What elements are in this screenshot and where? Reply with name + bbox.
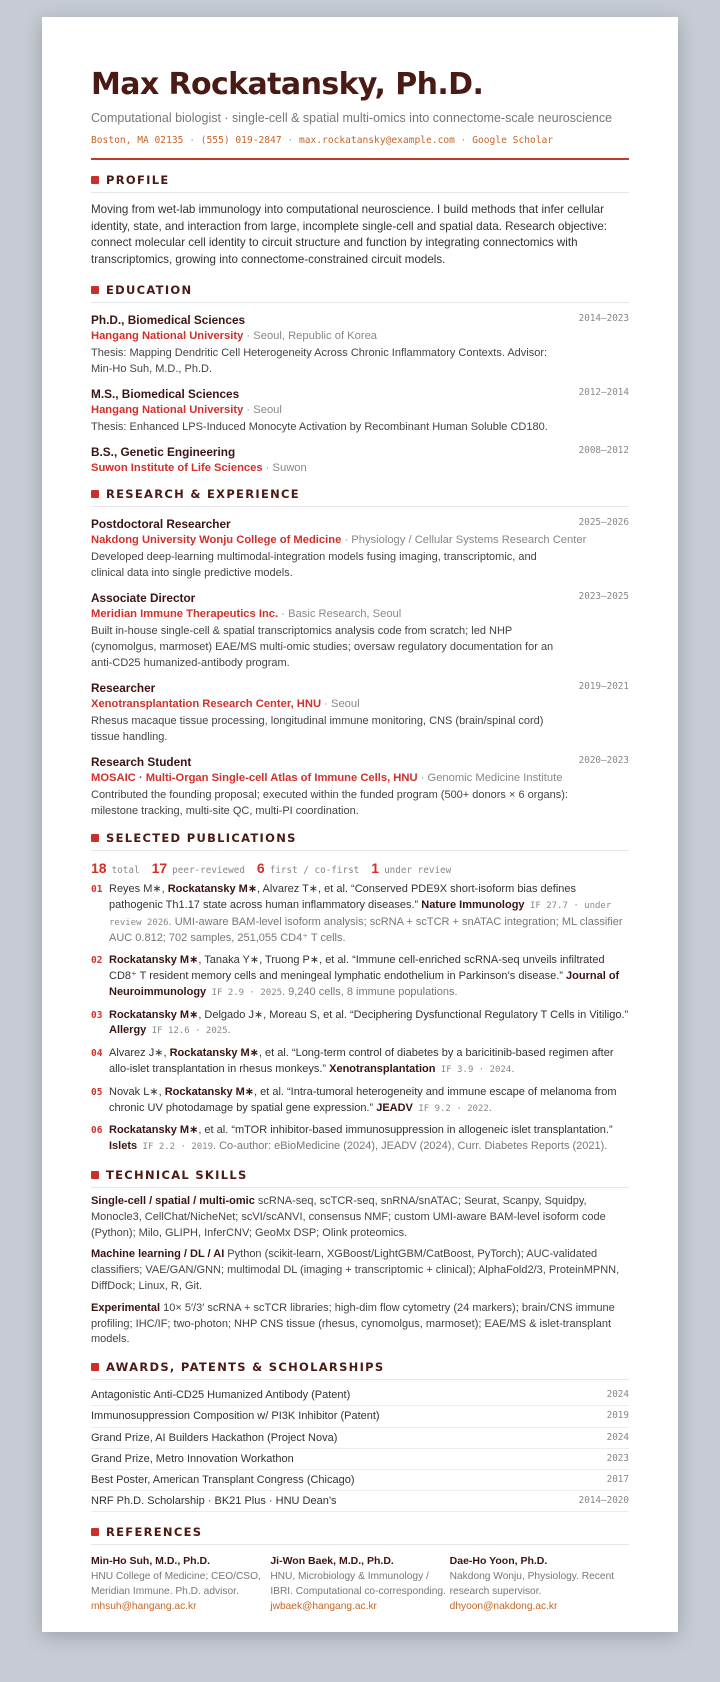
reference-email[interactable]: dhyoon@nakdong.ac.kr bbox=[449, 1601, 558, 1613]
section-bullet-icon bbox=[91, 286, 99, 294]
publication-item bbox=[91, 1085, 629, 1118]
pub-author-self: Rockatansky M∗ bbox=[167, 883, 258, 895]
publication-item bbox=[91, 882, 629, 947]
award-year: 2017 bbox=[606, 1473, 629, 1485]
award-year: 2023 bbox=[606, 1452, 629, 1464]
pub-stat-label: first / co-first bbox=[269, 865, 360, 876]
research-list bbox=[91, 516, 629, 819]
pub-note: . 9,240 cells, 8 immune populations. bbox=[282, 985, 458, 998]
publication-citation bbox=[109, 1123, 629, 1156]
contact-email[interactable]: max.rockatansky@example.com bbox=[298, 135, 455, 146]
award-name: Grand Prize, Metro Innovation Workathon bbox=[91, 1452, 294, 1465]
entry-title: Postdoctoral Researcher bbox=[91, 517, 231, 531]
skill-detail: 10× 5′/3′ scRNA + scTCR libraries; high-dim flow cytometry (24 markers); brain/CNS immune profiling; IHC/IF; two-photon; NHP CNS tissue (rhesus, cynomolgus, marmoset); EAE/MS & islet-transplant models. bbox=[91, 1301, 615, 1346]
award-row bbox=[91, 1385, 629, 1406]
section-header-publications bbox=[91, 831, 629, 851]
entry-date: 2008–2012 bbox=[578, 445, 629, 456]
entry-location: Genomic Medicine Institute bbox=[427, 772, 563, 784]
section-bullet-icon bbox=[91, 176, 99, 184]
entry-org-line bbox=[91, 460, 629, 476]
contact-phone[interactable]: (555) 019-2847 bbox=[200, 135, 282, 146]
publication-item bbox=[91, 1046, 629, 1079]
entry-organization: Hangang National University bbox=[91, 404, 244, 416]
section-header-skills bbox=[91, 1168, 629, 1188]
reference-name: Min-Ho Suh, M.D., Ph.D. bbox=[91, 1555, 210, 1568]
publication-citation bbox=[109, 953, 629, 1001]
entry-org-line bbox=[91, 770, 629, 786]
pub-stat-label: peer-reviewed bbox=[172, 865, 245, 876]
pub-authors-title: , Alvarez T∗, et al. “Conserved PDE9X short-isoform bias defines pathogenic Th1.17 state across human inflammatory diseases.” bbox=[109, 883, 577, 911]
entry-organization: Meridian Immune Therapeutics Inc. bbox=[91, 608, 279, 620]
entry-organization: Suwon Institute of Life Sciences bbox=[91, 462, 263, 474]
pub-note: . bbox=[227, 1024, 231, 1037]
resume-name: Max Rockatansky, Ph.D. bbox=[91, 67, 484, 102]
award-list bbox=[91, 1385, 629, 1512]
entry-location: Seoul bbox=[330, 698, 360, 710]
skill-category: Experimental bbox=[91, 1301, 161, 1314]
award-year: 2024 bbox=[606, 1431, 629, 1443]
entry-location: Physiology / Cellular Systems Research Center bbox=[351, 534, 587, 546]
section-title: EDUCATION bbox=[106, 283, 193, 297]
experience-entry bbox=[91, 680, 629, 745]
entry-separator: · bbox=[321, 698, 331, 710]
pub-note: . bbox=[511, 1062, 515, 1075]
award-year: 2019 bbox=[606, 1410, 629, 1422]
entry-organization: MOSAIC · Multi-Organ Single-cell Atlas of Immune Cells, HNU bbox=[91, 772, 418, 784]
pub-authors-title: , et al. “Intra-tumoral heterogeneity and immune escape of melanoma from chronic UV photodamage by spatial gene expression.” bbox=[109, 1085, 617, 1114]
pub-journal: Nature Immunology bbox=[421, 898, 525, 911]
entry-organization: Hangang National University bbox=[91, 330, 244, 342]
pub-note: . Co-author: eBioMedicine (2024), JEADV (2024), Curr. Diabetes Reports (2021). bbox=[213, 1140, 608, 1153]
award-row bbox=[91, 1428, 629, 1449]
experience-entry bbox=[91, 516, 629, 581]
entry-title: B.S., Genetic Engineering bbox=[91, 445, 236, 459]
publication-item bbox=[91, 1123, 629, 1156]
entry-date: 2012–2014 bbox=[578, 387, 629, 398]
education-entry bbox=[91, 444, 629, 476]
entry-description: Rhesus macaque tissue processing, longitudinal immune monitoring, CNS (brain/spinal cord) tissue handling. bbox=[91, 715, 544, 743]
experience-entry bbox=[91, 754, 629, 819]
pub-stat-number: 6 bbox=[256, 860, 265, 876]
entry-separator: · bbox=[243, 330, 254, 342]
entry-location: Seoul, Republic of Korea bbox=[253, 330, 378, 342]
pub-author-self: Rockatansky M∗ bbox=[169, 1047, 259, 1060]
reference-name: Ji-Won Baek, M.D., Ph.D. bbox=[270, 1555, 394, 1568]
award-row bbox=[91, 1406, 629, 1427]
pub-authors-pre: Reyes M∗, bbox=[109, 883, 168, 895]
section-header-research bbox=[91, 487, 629, 507]
section-header-references bbox=[91, 1525, 629, 1545]
contact-scholar-link[interactable]: Google Scholar bbox=[472, 135, 554, 146]
publication-citation bbox=[109, 882, 629, 947]
reference-affiliation: HNU, Microbiology & Immunology / IBRI. Computational co-corresponding. bbox=[270, 1571, 446, 1598]
pub-note: . UMI-aware BAM-level isoform analysis; scRNA + scTCR + snATAC integration; ML classifier AUC 0.812; 702 samples, 251,055 CD4⁺ T cells. bbox=[109, 915, 623, 945]
pub-authors-title: , Tanaka Y∗, Truong P∗, et al. “Immune cell-enriched scRNA-seq unveils infiltrated CD8⁺ T resident memory cells and meningeal lymphatic endothelium in Parkinson’s disease.” bbox=[109, 954, 605, 982]
pub-journal: Islets bbox=[109, 1140, 138, 1153]
pub-journal: Journal of Neuroimmunology bbox=[109, 969, 620, 998]
entry-separator: · bbox=[262, 462, 273, 474]
section-bullet-icon bbox=[91, 834, 99, 842]
section-title: TECHNICAL SKILLS bbox=[106, 1167, 248, 1182]
section-bullet-icon bbox=[91, 1528, 99, 1536]
entry-separator: · bbox=[243, 404, 254, 416]
skill-category: Machine learning / DL / AI bbox=[91, 1248, 225, 1261]
reference-card bbox=[270, 1554, 449, 1614]
profile-text: Moving from wet-lab immunology into computational neuroscience. I build methods that infer cellular identity, state, and interaction from large, incomplete single-cell and spatial data. Research objective: connect molecular cell identity to circuit structure and function by integrating connectomics with transcriptomics, growing into connectome-constrained circuit models. bbox=[91, 203, 607, 266]
reference-card bbox=[450, 1554, 629, 1614]
award-name: Best Poster, American Transplant Congress (Chicago) bbox=[91, 1473, 355, 1486]
pub-impact-year: IF 2.2 · 2019 bbox=[137, 1142, 213, 1153]
pub-author-self: Rockatansky M∗ bbox=[109, 1124, 199, 1137]
entry-date: 2023–2025 bbox=[578, 591, 629, 602]
section-title: REFERENCES bbox=[106, 1525, 203, 1540]
publication-list bbox=[91, 882, 629, 1156]
skill-list bbox=[91, 1194, 629, 1348]
entry-organization: Xenotransplantation Research Center, HNU bbox=[91, 698, 322, 710]
pub-journal: Allergy bbox=[109, 1024, 147, 1037]
entry-separator: · bbox=[341, 534, 352, 546]
entry-date: 2014–2023 bbox=[578, 313, 629, 324]
pub-stat-number: 18 bbox=[91, 860, 107, 876]
reference-email[interactable]: mhsuh@hangang.ac.kr bbox=[91, 1601, 197, 1613]
education-entry bbox=[91, 386, 629, 435]
entry-title: Ph.D., Biomedical Sciences bbox=[91, 313, 246, 327]
skill-detail: Python (scikit-learn, XGBoost/LightGBM/CatBoost, PyTorch); AUC-validated classifiers; VAE/GAN/GNN; multimodal DL (imaging + transcriptomic + clinical); AlphaFold2/3, ProteinMPNN, DiffDock; Linux, R, Git. bbox=[91, 1248, 620, 1292]
skill-item bbox=[91, 1301, 629, 1348]
pub-authors-pre: Novak L∗, bbox=[109, 1085, 165, 1098]
pub-impact-year: IF 12.6 · 2025 bbox=[146, 1026, 228, 1037]
experience-entry bbox=[91, 590, 629, 671]
section-title: SELECTED PUBLICATIONS bbox=[106, 831, 297, 845]
resume-tagline: Computational biologist · single-cell & spatial multi-omics into connectome-scale neuroscience bbox=[91, 111, 613, 125]
section-title: AWARDS, PATENTS & SCHOLARSHIPS bbox=[106, 1360, 385, 1375]
pub-authors-title: , et al. “Long-term control of diabetes by a baricitinib-based regimen after allo-islet transplantation in rhesus monkeys.” bbox=[109, 1047, 614, 1075]
entry-location: Suwon bbox=[272, 462, 307, 474]
reference-affiliation: HNU College of Medicine; CEO/CSO, Meridian Immune. Ph.D. advisor. bbox=[91, 1571, 261, 1598]
entry-date: 2020–2023 bbox=[578, 755, 629, 766]
entry-org-line bbox=[91, 606, 629, 622]
pub-note: . bbox=[488, 1101, 492, 1114]
header-divider bbox=[91, 158, 629, 160]
publication-item bbox=[91, 1008, 629, 1041]
entry-date: 2019–2021 bbox=[578, 681, 629, 692]
contact-address: Boston, MA 02135 bbox=[91, 135, 184, 146]
publication-citation bbox=[109, 1085, 629, 1118]
award-name: Grand Prize, AI Builders Hackathon (Project Nova) bbox=[91, 1431, 338, 1444]
award-name: NRF Ph.D. Scholarship · BK21 Plus · HNU Dean’s bbox=[91, 1495, 337, 1508]
entry-org-line bbox=[91, 532, 629, 548]
entry-description: Contributed the founding proposal; executed within the funded program (500+ donors × 6 organs): milestone tracking, multi-site QC, multi-PI coordination. bbox=[91, 789, 568, 817]
entry-separator: · bbox=[278, 608, 289, 620]
pub-authors-pre: Alvarez J∗, bbox=[109, 1047, 170, 1060]
pub-impact-year: IF 2.9 · 2025 bbox=[206, 987, 283, 998]
publication-number: 05 bbox=[91, 1086, 103, 1098]
resume-page bbox=[42, 17, 678, 1632]
award-year: 2014–2020 bbox=[578, 1495, 629, 1507]
section-header-awards bbox=[91, 1360, 629, 1380]
pub-authors-title: , Delgado J∗, Moreau S, et al. “Deciphering Dysfunctional Regulatory T Cells in Vitiligo.” bbox=[198, 1008, 629, 1021]
contact-line: Boston, MA 02135 · (555) 019-2847 · max.rockatansky@example.com · Google Scholar bbox=[91, 135, 554, 146]
skill-item bbox=[91, 1247, 629, 1294]
entry-org-line bbox=[91, 696, 629, 712]
publication-citation bbox=[109, 1046, 629, 1079]
pub-stat-number: 17 bbox=[151, 860, 168, 876]
award-year: 2024 bbox=[606, 1389, 629, 1401]
reference-name: Dae-Ho Yoon, Ph.D. bbox=[449, 1555, 548, 1568]
section-header-education bbox=[91, 283, 629, 303]
pub-impact-year: IF 3.9 · 2024 bbox=[435, 1064, 512, 1075]
award-row bbox=[91, 1470, 629, 1491]
award-row bbox=[91, 1491, 629, 1512]
section-header-profile bbox=[91, 173, 629, 193]
publication-number: 06 bbox=[91, 1125, 103, 1137]
skill-item bbox=[91, 1194, 629, 1241]
pub-stat-label: under review bbox=[384, 865, 452, 876]
publication-number: 02 bbox=[91, 955, 103, 967]
entry-description: Developed deep-learning multimodal-integration models fusing imaging, transcriptomic, and clinical data into single predictive models. bbox=[91, 551, 537, 579]
entry-organization: Nakdong University Wonju College of Medicine bbox=[91, 534, 342, 546]
reference-affiliation: Nakdong Wonju, Physiology. Recent research supervisor. bbox=[449, 1571, 615, 1598]
pub-journal: JEADV bbox=[376, 1101, 413, 1114]
section-title: PROFILE bbox=[106, 173, 170, 187]
section-title: RESEARCH & EXPERIENCE bbox=[106, 487, 300, 501]
section-bullet-icon bbox=[91, 1171, 99, 1179]
entry-description: Thesis: Mapping Dendritic Cell Heterogeneity Across Chronic Inflammatory Contexts. Advisor: Min-Ho Suh, M.D., Ph.D. bbox=[91, 347, 548, 375]
education-list bbox=[91, 312, 629, 476]
publication-item bbox=[91, 953, 629, 1001]
reference-email[interactable]: jwbaek@hangang.ac.kr bbox=[270, 1601, 377, 1613]
publication-number: 03 bbox=[91, 1009, 103, 1021]
pub-author-self: Rockatansky M∗ bbox=[109, 954, 199, 967]
entry-location: Basic Research, Seoul bbox=[288, 608, 402, 620]
pub-impact-year: IF 27.7 · under review 2026 bbox=[109, 900, 612, 928]
education-entry bbox=[91, 312, 629, 377]
entry-title: Associate Director bbox=[91, 591, 196, 605]
entry-location: Seoul bbox=[253, 404, 282, 416]
pub-impact-year: IF 9.2 · 2022 bbox=[412, 1103, 489, 1114]
entry-title: Research Student bbox=[91, 755, 192, 769]
publication-citation bbox=[109, 1008, 629, 1041]
reference-list bbox=[91, 1554, 629, 1614]
award-row bbox=[91, 1449, 629, 1470]
entry-title: Researcher bbox=[91, 681, 156, 695]
reference-card bbox=[91, 1554, 270, 1614]
entry-description: Built in-house single-cell & spatial transcriptomics analysis code from scratch; led NHP (cynomolgus, marmoset) EAE/MS multi-omic studies; oversaw regulatory documentation for an anti-CD25 humanized-antibody program. bbox=[91, 625, 554, 669]
skill-detail: scRNA-seq, scTCR-seq, snRNA/snATAC; Seurat, Scanpy, Squidpy, Monocle3, CellChat/NicheNet; scVI/scANVI, consensus NMF; custom UMI-aware BAM-level isoform code (Python); Milo, GLIPH, InferCNV; GeoMx DSP; Olink proteomics. bbox=[91, 1194, 606, 1239]
entry-org-line bbox=[91, 328, 629, 344]
pub-author-self: Rockatansky M∗ bbox=[164, 1085, 254, 1098]
section-bullet-icon bbox=[91, 1363, 99, 1371]
award-name: Antagonistic Anti-CD25 Humanized Antibody (Patent) bbox=[91, 1389, 351, 1402]
section-bullet-icon bbox=[91, 490, 99, 498]
entry-separator: · bbox=[417, 772, 428, 784]
entry-title: M.S., Biomedical Sciences bbox=[91, 387, 240, 401]
entry-date: 2025–2026 bbox=[578, 517, 629, 528]
entry-org-line bbox=[91, 402, 629, 418]
pub-journal: Xenotransplantation bbox=[329, 1062, 436, 1075]
publication-number: 01 bbox=[91, 884, 103, 895]
publication-number: 04 bbox=[91, 1048, 103, 1060]
entry-description: Thesis: Enhanced LPS-Induced Monocyte Activation by Recombinant Human Soluble CD180. bbox=[91, 421, 548, 433]
pub-stat-number: 1 bbox=[371, 860, 380, 876]
pub-authors-title: , et al. “mTOR inhibitor-based immunosuppression in allogeneic islet transplantation.” bbox=[198, 1124, 613, 1137]
pub-stat-label: total bbox=[111, 865, 140, 876]
pub-author-self: Rockatansky M∗ bbox=[109, 1008, 199, 1021]
publication-stats bbox=[91, 860, 629, 876]
award-name: Immunosuppression Composition w/ PI3K Inhibitor (Patent) bbox=[91, 1410, 380, 1423]
skill-category: Single-cell / spatial / multi-omic bbox=[91, 1194, 255, 1207]
